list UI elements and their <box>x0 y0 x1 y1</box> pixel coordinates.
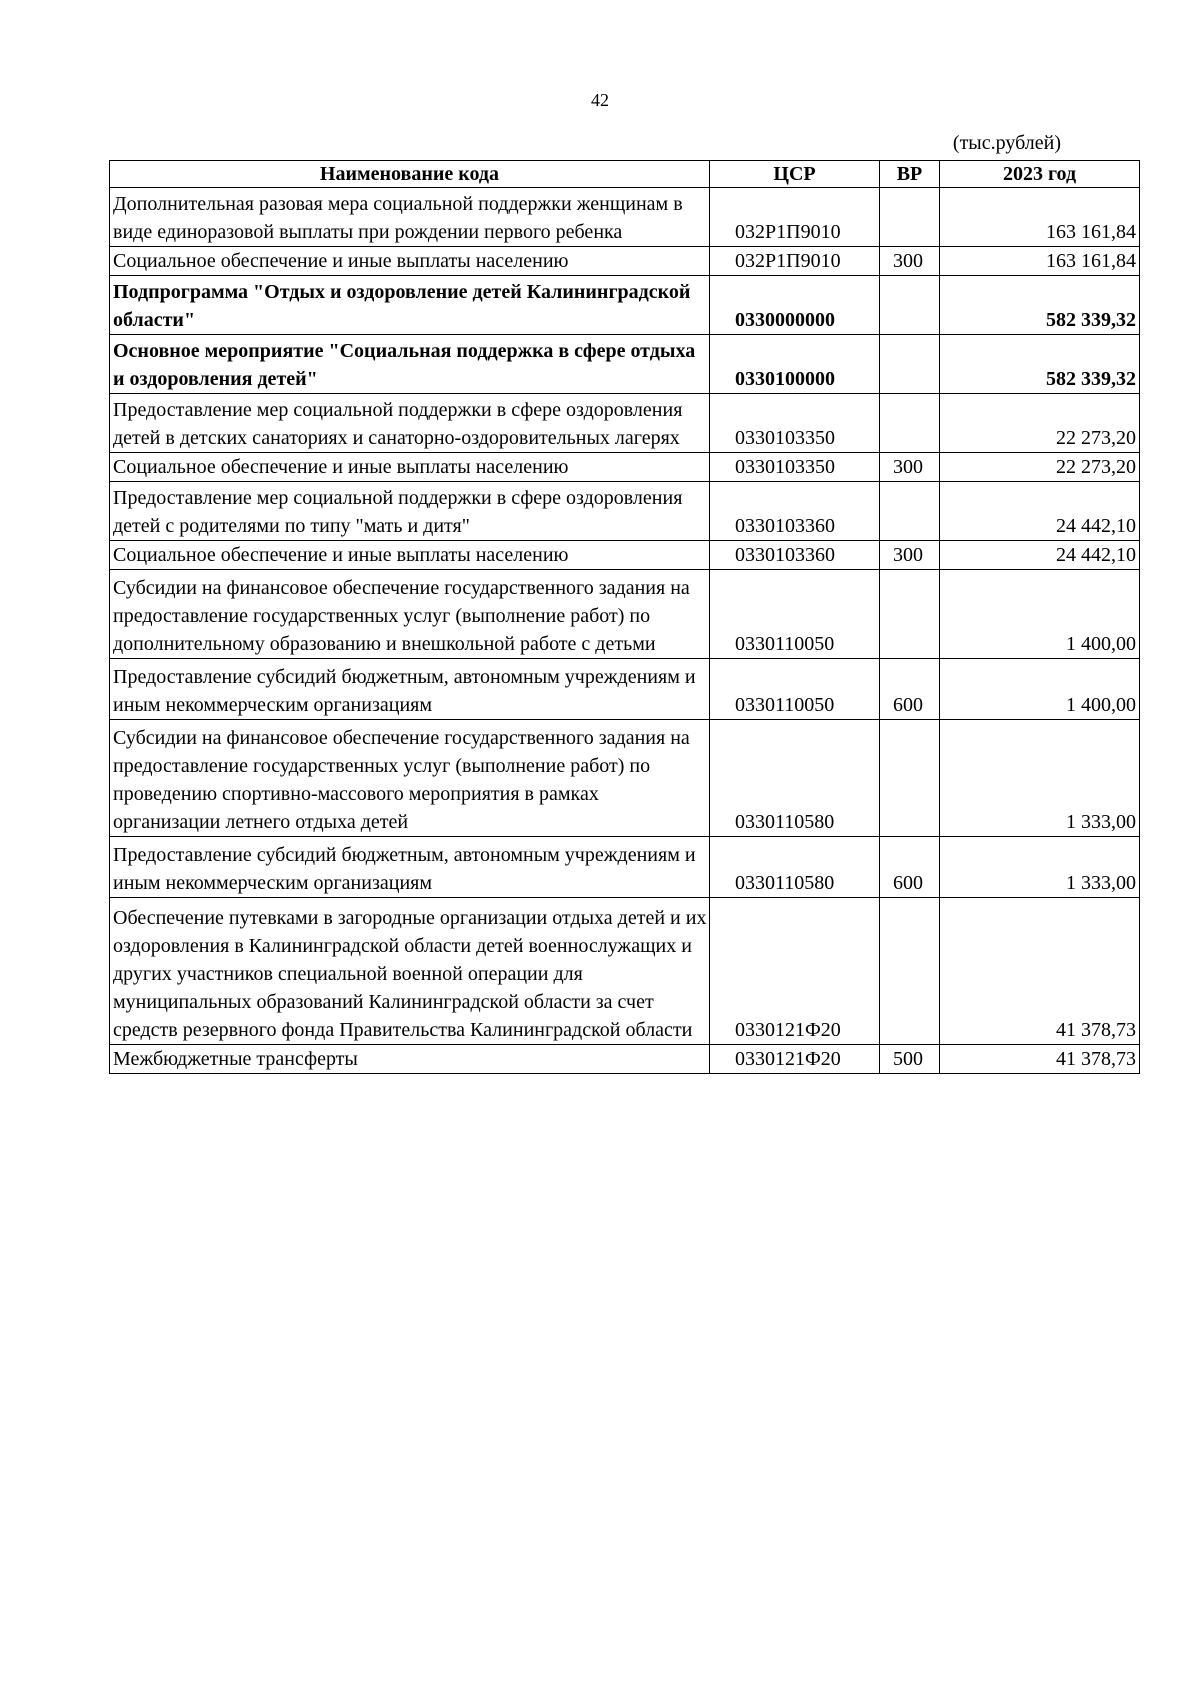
row-amount-cell: 41 378,73 <box>940 1045 1140 1074</box>
table-row <box>110 720 1140 837</box>
header-name: Наименование кода <box>110 161 710 188</box>
row-name-cell: Предоставление мер социальной поддержки в сфере оздоровления детей в детских санаториях и санаторно-оздоровительных лагерях <box>110 394 710 453</box>
row-name-cell: Социальное обеспечение и иные выплаты населению <box>110 247 710 276</box>
row-vr-cell <box>880 335 940 394</box>
row-vr-cell: 300 <box>880 247 940 276</box>
row-csr-cell: 0330110050 <box>710 570 880 659</box>
row-name-cell: Социальное обеспечение и иные выплаты населению <box>110 453 710 482</box>
row-amount-cell: 1 400,00 <box>940 570 1140 659</box>
row-amount-cell: 582 339,32 <box>940 276 1140 335</box>
header-vr: ВР <box>880 161 940 188</box>
row-amount-cell: 1 333,00 <box>940 720 1140 837</box>
table-row <box>110 453 1140 482</box>
row-csr-cell: 0330100000 <box>710 335 880 394</box>
table-row <box>110 1045 1140 1074</box>
row-vr-cell <box>880 898 940 1045</box>
row-vr-cell <box>880 276 940 335</box>
row-csr-cell: 032Р1П9010 <box>710 188 880 247</box>
row-csr-cell: 032Р1П9010 <box>710 247 880 276</box>
budget-table <box>109 160 1140 1074</box>
row-csr-cell: 0330103350 <box>710 394 880 453</box>
row-amount-cell: 24 442,10 <box>940 482 1140 541</box>
table-row <box>110 188 1140 247</box>
row-name-cell: Подпрограмма "Отдых и оздоровление детей Калининградской области" <box>110 276 710 335</box>
row-name-cell: Дополнительная разовая мера социальной поддержки женщинам в виде единоразовой выплаты при рождении первого ребенка <box>110 188 710 247</box>
row-csr-cell: 0330103350 <box>710 453 880 482</box>
row-name-cell: Предоставление субсидий бюджетным, автономным учреждениям и иным некоммерческим организациям <box>110 837 710 898</box>
units-label: (тыс.рублей) <box>952 132 1061 154</box>
table-row <box>110 570 1140 659</box>
row-name-cell: Социальное обеспечение и иные выплаты населению <box>110 541 710 570</box>
row-vr-cell: 300 <box>880 453 940 482</box>
row-name-cell: Основное мероприятие "Социальная поддержка в сфере отдыха и оздоровления детей" <box>110 335 710 394</box>
page-number: 42 <box>591 90 609 110</box>
table-row <box>110 247 1140 276</box>
row-vr-cell: 300 <box>880 541 940 570</box>
row-vr-cell <box>880 394 940 453</box>
row-vr-cell <box>880 188 940 247</box>
table-header-row <box>110 161 1140 188</box>
row-amount-cell: 163 161,84 <box>940 188 1140 247</box>
row-amount-cell: 1 400,00 <box>940 659 1140 720</box>
header-year: 2023 год <box>940 161 1140 188</box>
row-csr-cell: 0330110580 <box>710 720 880 837</box>
row-csr-cell: 0330110050 <box>710 659 880 720</box>
table-row <box>110 541 1140 570</box>
row-csr-cell: 0330103360 <box>710 482 880 541</box>
table-row <box>110 394 1140 453</box>
row-csr-cell: 0330121Ф20 <box>710 898 880 1045</box>
row-vr-cell: 600 <box>880 837 940 898</box>
table-row <box>110 837 1140 898</box>
row-csr-cell: 0330103360 <box>710 541 880 570</box>
row-name-cell: Межбюджетные трансферты <box>110 1045 710 1074</box>
row-csr-cell: 0330110580 <box>710 837 880 898</box>
table-row <box>110 335 1140 394</box>
row-csr-cell: 0330121Ф20 <box>710 1045 880 1074</box>
row-vr-cell <box>880 720 940 837</box>
table-row <box>110 659 1140 720</box>
row-name-cell: Субсидии на финансовое обеспечение государственного задания на предоставление государственных услуг (выполнение работ) по дополнительному образованию и внешкольной работе с детьми <box>110 570 710 659</box>
row-vr-cell: 500 <box>880 1045 940 1074</box>
row-amount-cell: 24 442,10 <box>940 541 1140 570</box>
header-csr: ЦСР <box>710 161 880 188</box>
row-csr-cell: 0330000000 <box>710 276 880 335</box>
row-amount-cell: 582 339,32 <box>940 335 1140 394</box>
row-amount-cell: 22 273,20 <box>940 453 1140 482</box>
row-vr-cell: 600 <box>880 659 940 720</box>
row-vr-cell <box>880 482 940 541</box>
table-row <box>110 276 1140 335</box>
row-amount-cell: 22 273,20 <box>940 394 1140 453</box>
row-name-cell: Предоставление мер социальной поддержки в сфере оздоровления детей с родителями по типу "мать и дитя" <box>110 482 710 541</box>
row-name-cell: Предоставление субсидий бюджетным, автономным учреждениям и иным некоммерческим организациям <box>110 659 710 720</box>
row-name-cell: Обеспечение путевками в загородные организации отдыха детей и их оздоровления в Калининградской области детей военнослужащих и других участников специальной военной операции для муниципальных образований Калининградской области за счет средств резервного фонда Правительства Калининградской области <box>110 898 710 1045</box>
row-vr-cell <box>880 570 940 659</box>
table-row <box>110 482 1140 541</box>
row-amount-cell: 1 333,00 <box>940 837 1140 898</box>
row-name-cell: Субсидии на финансовое обеспечение государственного задания на предоставление государственных услуг (выполнение работ) по проведению спортивно-массового мероприятия в рамках организации летнего отдыха детей <box>110 720 710 837</box>
row-amount-cell: 41 378,73 <box>940 898 1140 1045</box>
row-amount-cell: 163 161,84 <box>940 247 1140 276</box>
table-row <box>110 898 1140 1045</box>
